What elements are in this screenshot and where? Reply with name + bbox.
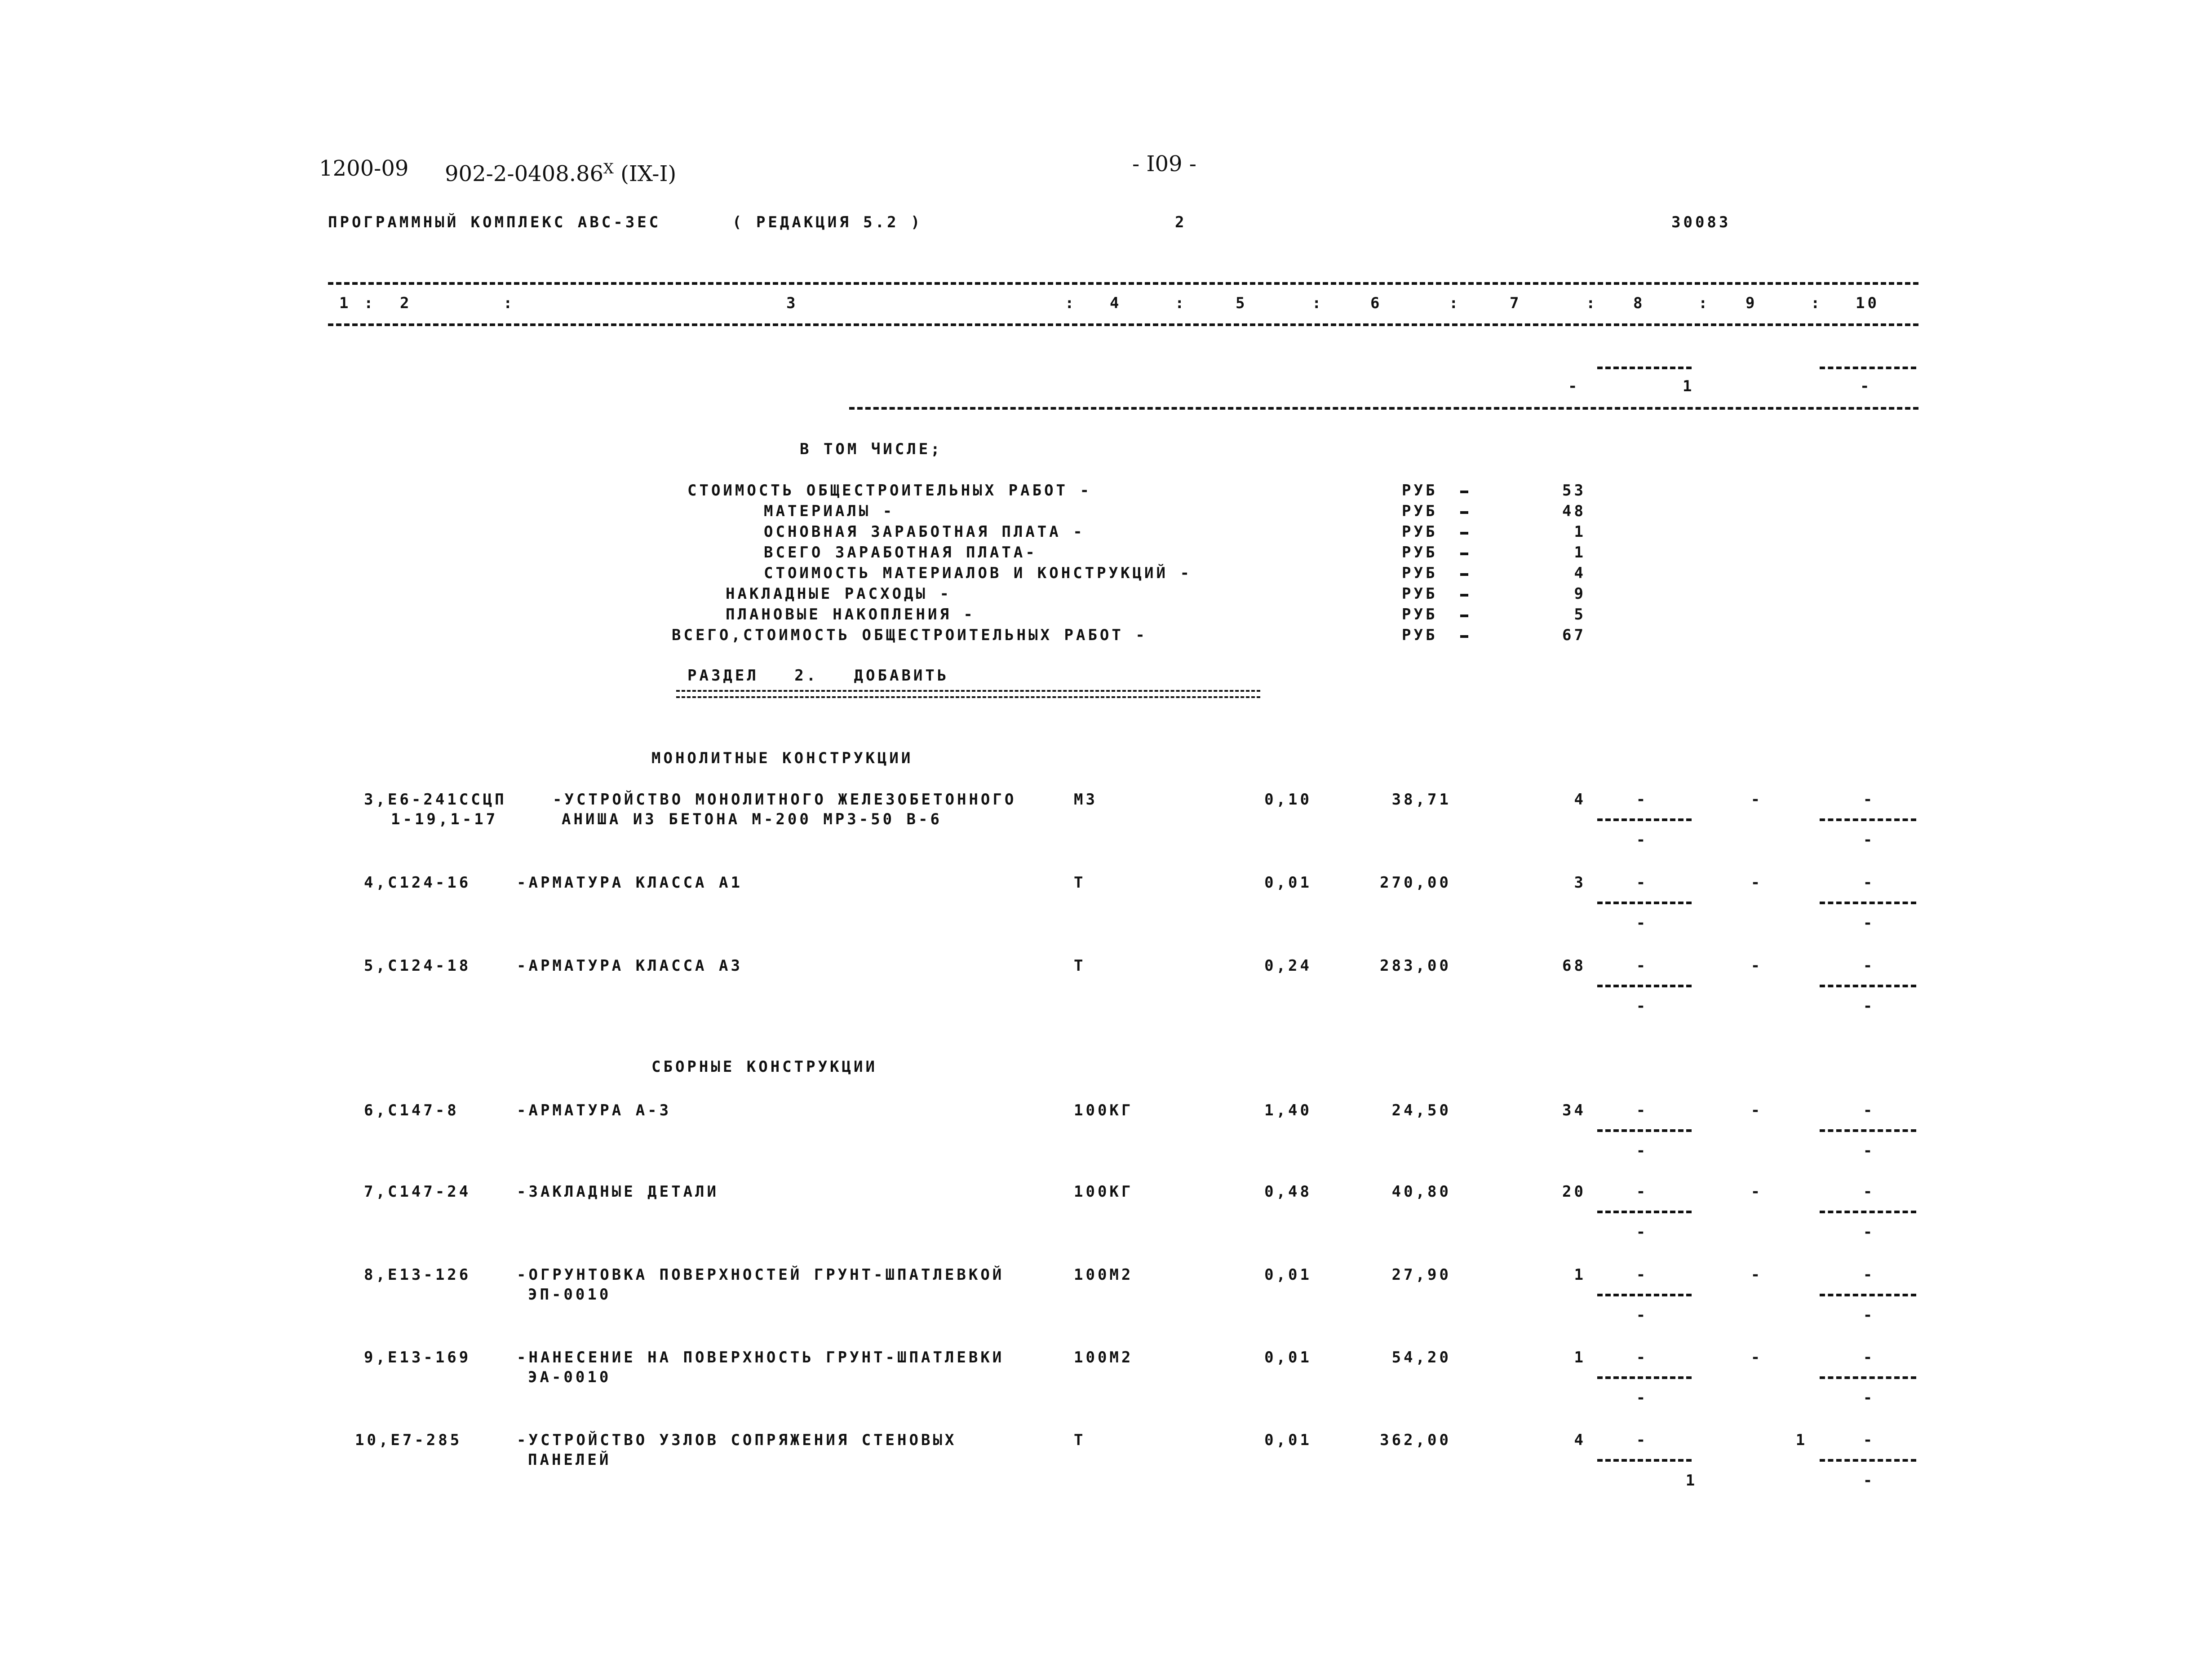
total-col10: - bbox=[1860, 377, 1872, 395]
summary-label: ВСЕГО,СТОИМОСТЬ ОБЩЕСТРОИТЕЛЬНЫХ РАБОТ - bbox=[672, 626, 1147, 644]
totals-rule bbox=[849, 407, 1918, 410]
sheet-number: 2 bbox=[1175, 213, 1187, 231]
group-title-monolithic: МОНОЛИТНЫЕ КОНСТРУКЦИИ bbox=[651, 749, 913, 767]
col8-top-value: - bbox=[1636, 1266, 1648, 1284]
col10-bottom-value: - bbox=[1863, 1472, 1875, 1490]
col10-rule bbox=[1820, 367, 1916, 369]
item-name-continued: АНИША ИЗ БЕТОНА М-200 МРЗ-50 В-6 bbox=[562, 810, 943, 828]
col-8: 8 bbox=[1633, 294, 1645, 312]
summary-label: ОСНОВНАЯ ЗАРАБОТНАЯ ПЛАТА - bbox=[764, 523, 1085, 541]
col8-rule bbox=[1597, 1459, 1692, 1462]
col8-bottom-value: - bbox=[1636, 997, 1648, 1015]
col-separator: : bbox=[1811, 294, 1823, 312]
total-col7: - bbox=[1568, 377, 1580, 395]
col10-rule bbox=[1820, 1376, 1916, 1379]
col9-value: 1 bbox=[1795, 1431, 1808, 1449]
summary-label: ВСЕГО ЗАРАБОТНАЯ ПЛАТА- bbox=[764, 544, 1037, 561]
col9-value: - bbox=[1750, 1266, 1763, 1284]
summary-value: 53 bbox=[1562, 482, 1586, 500]
item-unit-price: 54,20 bbox=[1391, 1348, 1451, 1366]
item-code: 5,С124-18 bbox=[364, 957, 471, 975]
col8-top-value: - bbox=[1636, 1348, 1648, 1366]
item-name: -НАНЕСЕНИЕ НА ПОВЕРХНОСТЬ ГРУНТ-ШПАТЛЕВКИ bbox=[517, 1348, 1005, 1366]
item-unit: Т bbox=[1074, 1431, 1086, 1449]
col9-value: - bbox=[1750, 1183, 1763, 1201]
item-total: 20 bbox=[1562, 1183, 1586, 1201]
summary-value: 48 bbox=[1562, 502, 1586, 520]
col10-top-value: - bbox=[1863, 1348, 1875, 1366]
col-6: 6 bbox=[1370, 294, 1382, 312]
item-quantity: 1,40 bbox=[1264, 1101, 1312, 1119]
col-4: 4 bbox=[1110, 294, 1122, 312]
summary-value: 1 bbox=[1574, 544, 1586, 561]
col10-rule bbox=[1820, 1211, 1916, 1213]
item-unit-price: 27,90 bbox=[1391, 1266, 1451, 1284]
col-separator: : bbox=[1449, 294, 1461, 312]
col8-top-value: - bbox=[1636, 791, 1648, 809]
item-quantity: 0,24 bbox=[1264, 957, 1312, 975]
col10-rule bbox=[1820, 1459, 1916, 1462]
col8-rule bbox=[1597, 1211, 1692, 1213]
col8-top-value: - bbox=[1636, 1101, 1648, 1119]
item-code-extra: 1-19,1-17 bbox=[391, 810, 498, 828]
col-9: 9 bbox=[1746, 294, 1758, 312]
item-unit: 100М2 bbox=[1074, 1266, 1134, 1284]
col10-bottom-value: - bbox=[1863, 831, 1875, 849]
col8-top-value: - bbox=[1636, 1183, 1648, 1201]
col10-bottom-value: - bbox=[1863, 1306, 1875, 1324]
total-col8: 1 bbox=[1683, 377, 1695, 395]
summary-value: 9 bbox=[1574, 585, 1586, 603]
summary-dash bbox=[1460, 532, 1468, 535]
summary-label: СТОИМОСТЬ ОБЩЕСТРОИТЕЛЬНЫХ РАБОТ - bbox=[687, 482, 1092, 500]
col-7: 7 bbox=[1510, 294, 1522, 312]
summary-heading: В ТОМ ЧИСЛЕ; bbox=[800, 440, 943, 458]
col-10: 10 bbox=[1856, 294, 1879, 312]
col10-top-value: - bbox=[1863, 791, 1875, 809]
item-unit-price: 283,00 bbox=[1380, 957, 1451, 975]
item-quantity: 0,01 bbox=[1264, 874, 1312, 892]
summary-dash bbox=[1460, 635, 1468, 638]
col10-top-value: - bbox=[1863, 874, 1875, 892]
item-code: 10,Е7-285 bbox=[355, 1431, 462, 1449]
col8-rule bbox=[1597, 1294, 1692, 1296]
col9-value: - bbox=[1750, 1348, 1763, 1366]
program-name: ПРОГРАММНЫЙ КОМПЛЕКС АВС-3ЕС bbox=[328, 213, 661, 231]
item-quantity: 0,01 bbox=[1264, 1266, 1312, 1284]
col8-top-value: - bbox=[1636, 874, 1648, 892]
summary-unit: РУБ bbox=[1402, 544, 1438, 561]
col-separator: : bbox=[364, 294, 376, 312]
item-name-continued: ЭП-0010 bbox=[528, 1286, 611, 1304]
section-underline bbox=[676, 690, 1260, 698]
item-code: 3,Е6-241ССЦП bbox=[364, 791, 507, 809]
item-unit: Т bbox=[1074, 874, 1086, 892]
col-separator: : bbox=[1065, 294, 1077, 312]
item-name: -ОГРУНТОВКА ПОВЕРХНОСТЕЙ ГРУНТ-ШПАТЛЕВКОЙ bbox=[517, 1266, 1005, 1284]
item-code: 6,С147-8 bbox=[364, 1101, 459, 1119]
summary-unit: РУБ bbox=[1402, 626, 1438, 644]
col8-bottom-value: - bbox=[1636, 1389, 1648, 1407]
item-quantity: 0,01 bbox=[1264, 1348, 1312, 1366]
item-unit-price: 270,00 bbox=[1380, 874, 1451, 892]
col-2: 2 bbox=[400, 294, 412, 312]
item-unit: М3 bbox=[1074, 791, 1098, 809]
item-total: 1 bbox=[1574, 1266, 1586, 1284]
col8-rule bbox=[1597, 1129, 1692, 1132]
col-separator: : bbox=[503, 294, 515, 312]
col8-top-value: - bbox=[1636, 957, 1648, 975]
item-code: 7,С147-24 bbox=[364, 1183, 471, 1201]
item-code: 9,Е13-169 bbox=[364, 1348, 471, 1366]
item-quantity: 0,48 bbox=[1264, 1183, 1312, 1201]
header-top-rule bbox=[328, 282, 1918, 285]
col10-bottom-value: - bbox=[1863, 1389, 1875, 1407]
item-unit: 100М2 bbox=[1074, 1348, 1134, 1366]
document-code: 30083 bbox=[1671, 213, 1731, 231]
item-unit: 100КГ bbox=[1074, 1183, 1134, 1201]
summary-unit: РУБ bbox=[1402, 502, 1438, 520]
summary-unit: РУБ bbox=[1402, 585, 1438, 603]
col8-rule bbox=[1597, 818, 1692, 821]
summary-label: НАКЛАДНЫЕ РАСХОДЫ - bbox=[726, 585, 952, 603]
col9-value: - bbox=[1750, 957, 1763, 975]
col8-rule bbox=[1597, 367, 1692, 369]
col10-rule bbox=[1820, 902, 1916, 904]
item-total: 4 bbox=[1574, 1431, 1586, 1449]
col10-rule bbox=[1820, 985, 1916, 987]
item-name: -АРМАТУРА А-3 bbox=[517, 1101, 672, 1119]
col8-bottom-value: - bbox=[1636, 914, 1648, 932]
col10-top-value: - bbox=[1863, 957, 1875, 975]
col8-rule bbox=[1597, 1376, 1692, 1379]
item-total: 34 bbox=[1562, 1101, 1586, 1119]
group-title-precast: СБОРНЫЕ КОНСТРУКЦИИ bbox=[651, 1058, 877, 1076]
col9-value: - bbox=[1750, 1101, 1763, 1119]
item-quantity: 0,01 bbox=[1264, 1431, 1312, 1449]
col8-bottom-value: - bbox=[1636, 831, 1648, 849]
col-separator: : bbox=[1175, 294, 1187, 312]
summary-label: СТОИМОСТЬ МАТЕРИАЛОВ И КОНСТРУКЦИЙ - bbox=[764, 564, 1192, 582]
item-name-continued: ЭА-0010 bbox=[528, 1368, 611, 1386]
summary-unit: РУБ bbox=[1402, 564, 1438, 582]
table-row bbox=[0, 957, 2193, 1065]
col-1: 1 bbox=[339, 294, 351, 312]
item-unit-price: 40,80 bbox=[1391, 1183, 1451, 1201]
col8-bottom-value: - bbox=[1636, 1306, 1648, 1324]
col10-rule bbox=[1820, 1294, 1916, 1296]
col10-rule bbox=[1820, 1129, 1916, 1132]
summary-label: МАТЕРИАЛЫ - bbox=[764, 502, 895, 520]
summary-unit: РУБ bbox=[1402, 606, 1438, 623]
col10-bottom-value: - bbox=[1863, 914, 1875, 932]
summary-dash bbox=[1460, 491, 1468, 493]
item-unit-price: 38,71 bbox=[1391, 791, 1451, 809]
summary-unit: РУБ bbox=[1402, 523, 1438, 541]
item-total: 1 bbox=[1574, 1348, 1586, 1366]
item-unit: Т bbox=[1074, 957, 1086, 975]
item-total: 3 bbox=[1574, 874, 1586, 892]
summary-dash bbox=[1460, 594, 1468, 597]
item-name-continued: ПАНЕЛЕЙ bbox=[528, 1451, 611, 1469]
summary-dash bbox=[1460, 615, 1468, 617]
col8-rule bbox=[1597, 985, 1692, 987]
col10-top-value: - bbox=[1863, 1183, 1875, 1201]
summary-value: 1 bbox=[1574, 523, 1586, 541]
summary-dash bbox=[1460, 573, 1468, 576]
doc-series-superscript: X bbox=[603, 160, 614, 177]
col10-top-value: - bbox=[1863, 1266, 1875, 1284]
col-separator: : bbox=[1312, 294, 1324, 312]
col10-top-value: - bbox=[1863, 1431, 1875, 1449]
doc-series-suffix: (IX-I) bbox=[620, 161, 677, 186]
item-name: -УСТРОЙСТВО УЗЛОВ СОПРЯЖЕНИЯ СТЕНОВЫХ bbox=[517, 1431, 957, 1449]
col10-bottom-value: - bbox=[1863, 1223, 1875, 1241]
col-5: 5 bbox=[1236, 294, 1248, 312]
summary-value: 67 bbox=[1562, 626, 1586, 644]
doc-series bbox=[445, 159, 677, 186]
col8-bottom-value: - bbox=[1636, 1223, 1648, 1241]
col10-bottom-value: - bbox=[1863, 997, 1875, 1015]
item-quantity: 0,10 bbox=[1264, 791, 1312, 809]
summary-dash bbox=[1460, 511, 1468, 514]
summary-dash bbox=[1460, 553, 1468, 555]
summary-value: 5 bbox=[1574, 606, 1586, 623]
col8-rule bbox=[1597, 902, 1692, 904]
table-row bbox=[0, 1431, 2193, 1539]
col-separator: : bbox=[1586, 294, 1598, 312]
item-total: 68 bbox=[1562, 957, 1586, 975]
item-unit-price: 24,50 bbox=[1391, 1101, 1451, 1119]
item-name: -АРМАТУРА КЛАССА А1 bbox=[517, 874, 743, 892]
col8-top-value: - bbox=[1636, 1431, 1648, 1449]
col10-rule bbox=[1820, 818, 1916, 821]
item-name: -АРМАТУРА КЛАССА А3 bbox=[517, 957, 743, 975]
col-separator: : bbox=[1698, 294, 1710, 312]
item-name: -ЗАКЛАДНЫЕ ДЕТАЛИ bbox=[517, 1183, 719, 1201]
col8-bottom-value: - bbox=[1636, 1142, 1648, 1160]
col10-top-value: - bbox=[1863, 1101, 1875, 1119]
summary-label: ПЛАНОВЫЕ НАКОПЛЕНИЯ - bbox=[726, 606, 975, 623]
page-number: - I09 - bbox=[1132, 151, 1196, 177]
item-unit: 100КГ bbox=[1074, 1101, 1134, 1119]
doc-series-number: 902-2-0408.86 bbox=[445, 161, 604, 186]
summary-value: 4 bbox=[1574, 564, 1586, 582]
col-3: 3 bbox=[786, 294, 798, 312]
item-code: 4,С124-16 bbox=[364, 874, 471, 892]
item-code: 8,Е13-126 bbox=[364, 1266, 471, 1284]
program-edition: ( РЕДАКЦИЯ 5.2 ) bbox=[732, 213, 923, 231]
header-bottom-rule bbox=[328, 323, 1918, 326]
section-title: РАЗДЕЛ 2. ДОБАВИТЬ bbox=[687, 667, 949, 685]
col8-bottom-value: 1 bbox=[1685, 1472, 1698, 1490]
col9-value: - bbox=[1750, 874, 1763, 892]
summary-unit: РУБ bbox=[1402, 482, 1438, 500]
col10-bottom-value: - bbox=[1863, 1142, 1875, 1160]
doc-code: 1200-09 bbox=[319, 156, 409, 181]
col9-value: - bbox=[1750, 791, 1763, 809]
item-total: 4 bbox=[1574, 791, 1586, 809]
item-name: -УСТРОЙСТВО МОНОЛИТНОГО ЖЕЛЕЗОБЕТОННОГО bbox=[553, 791, 1017, 809]
item-unit-price: 362,00 bbox=[1380, 1431, 1451, 1449]
